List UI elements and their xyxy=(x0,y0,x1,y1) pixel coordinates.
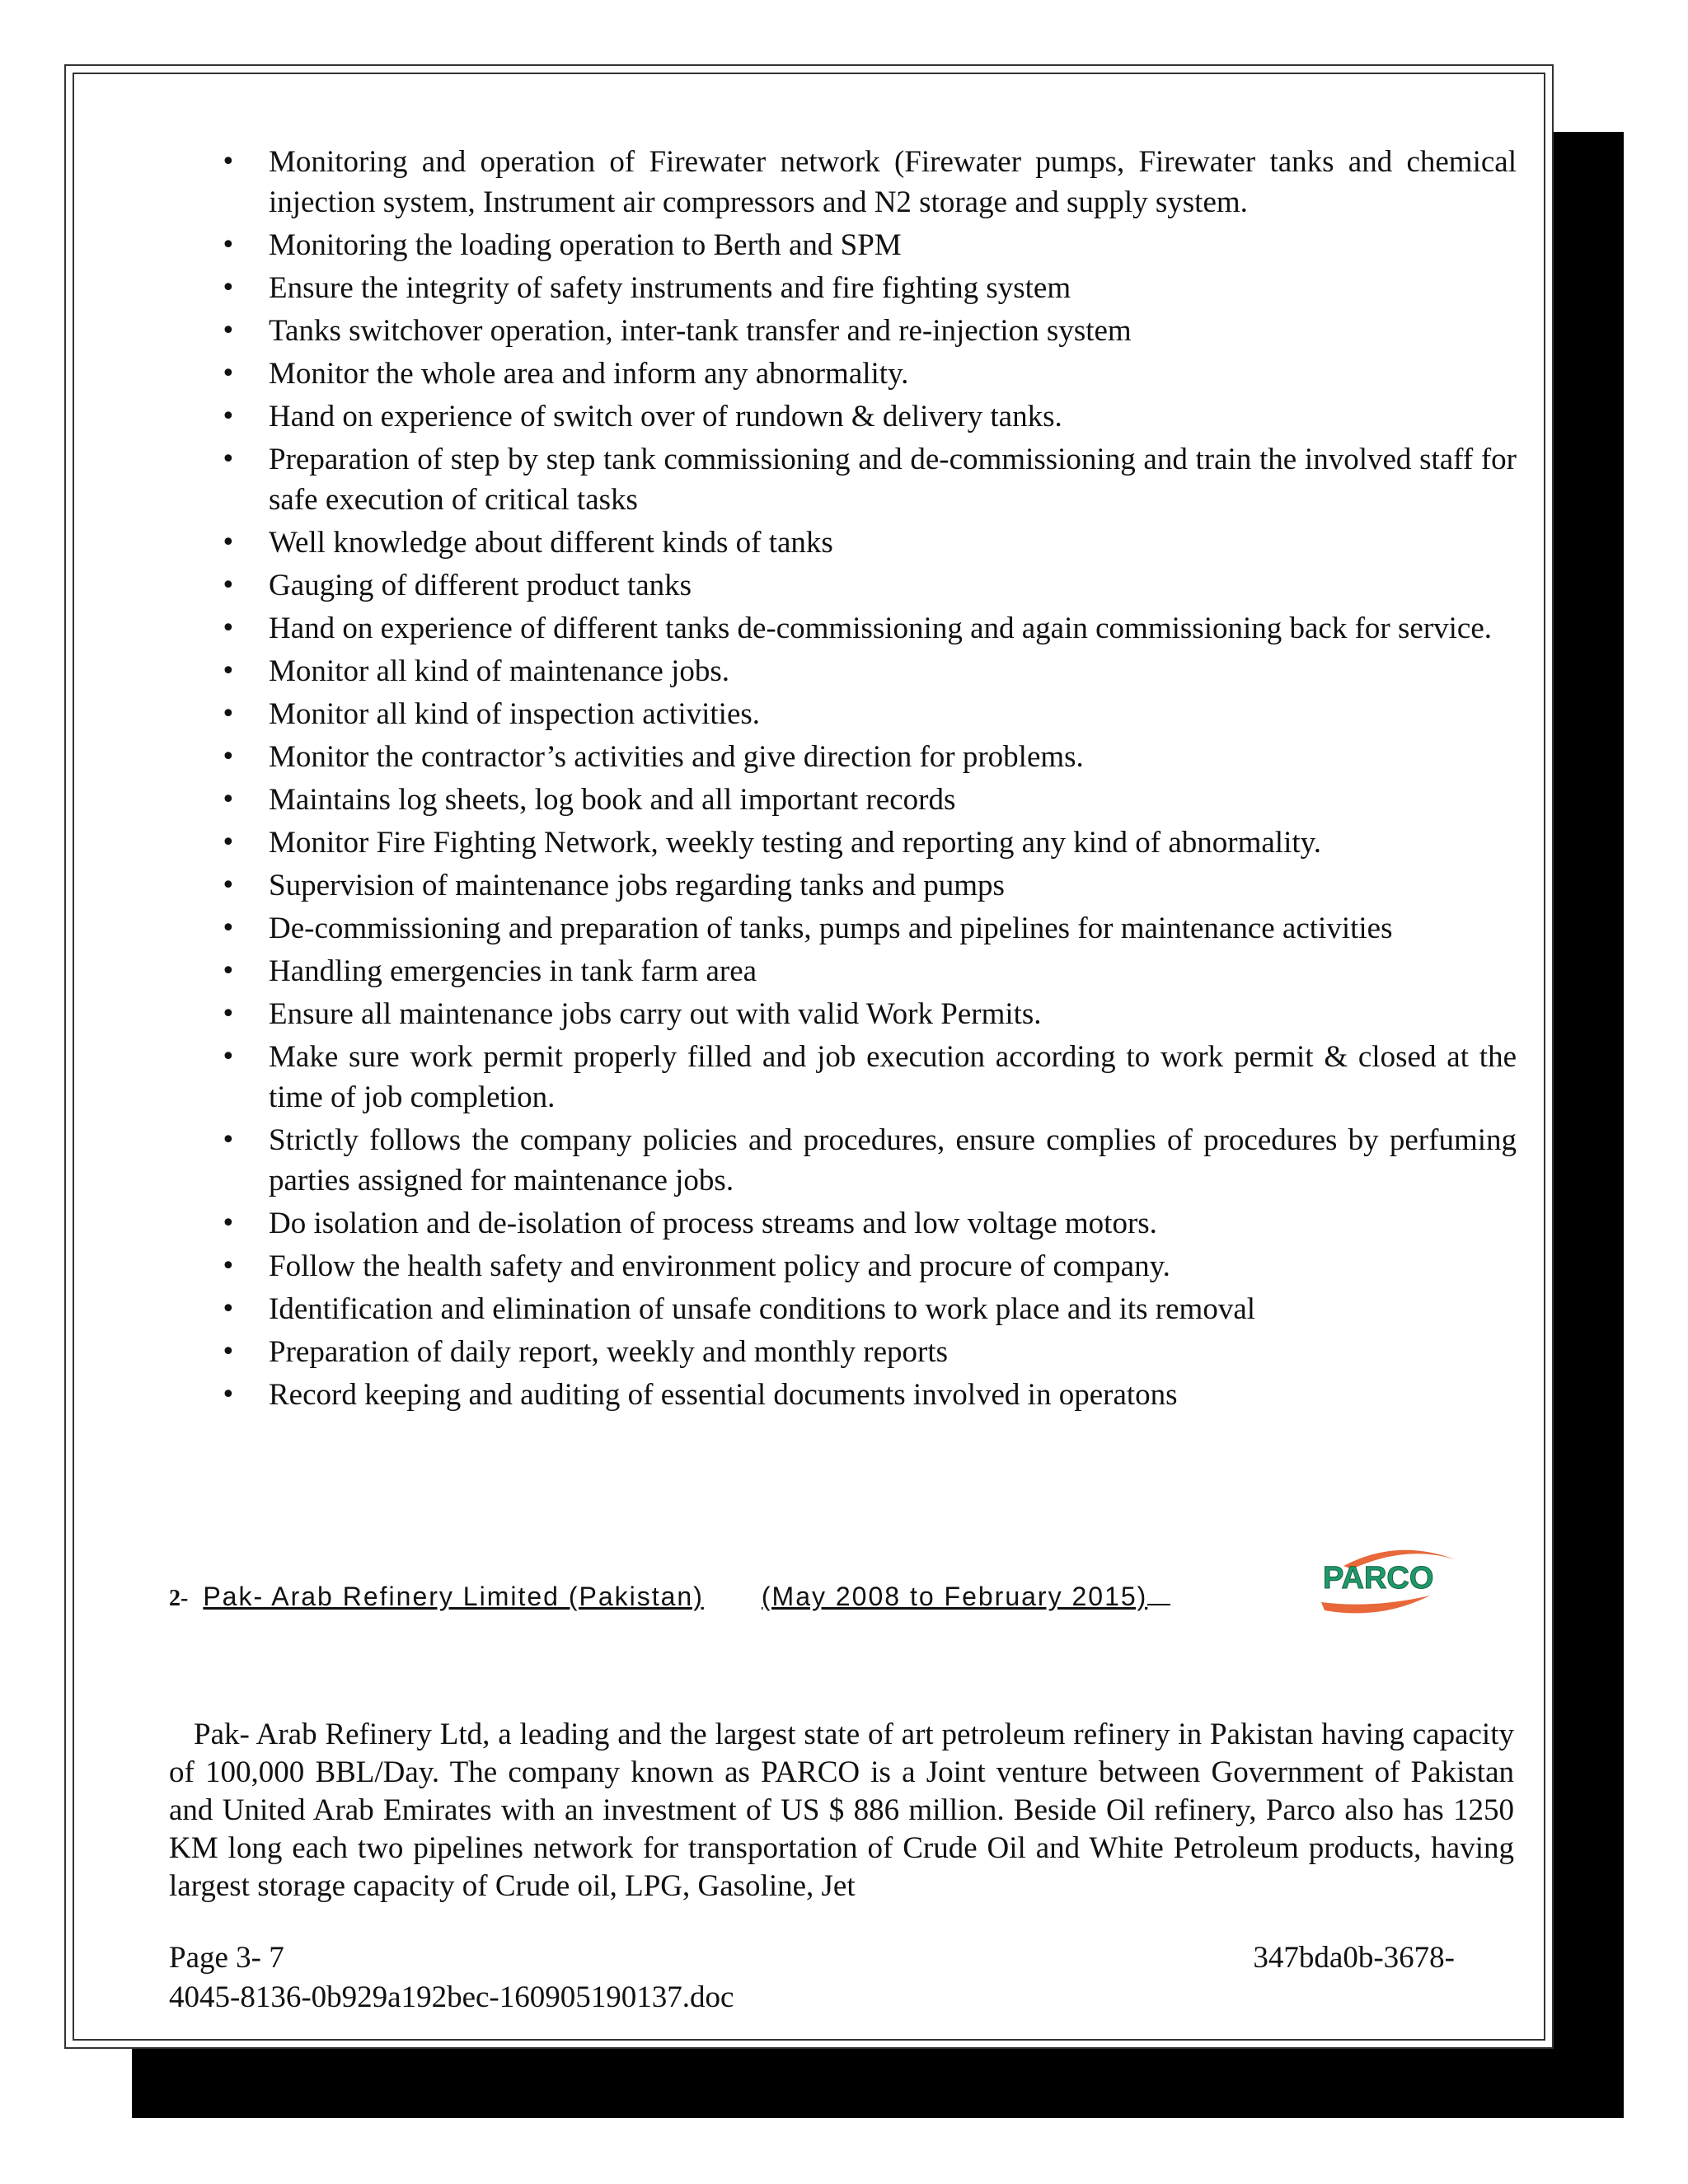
company-name: Pak- Arab Refinery Limited (Pakistan) xyxy=(203,1582,704,1611)
bullet-icon: • xyxy=(221,402,236,431)
list-item: • Preparation of daily report, weekly and monthly reports xyxy=(214,1332,1517,1372)
list-item: • Monitoring the loading operation to Berth and SPM xyxy=(214,225,1517,265)
list-item: • Handling emergencies in tank farm area xyxy=(214,951,1517,991)
page-footer xyxy=(169,1938,1455,2018)
parco-logo xyxy=(1315,1541,1496,1624)
bullet-icon: • xyxy=(221,700,236,729)
bullet-icon: • xyxy=(221,1295,236,1324)
bullet-icon: • xyxy=(221,1252,236,1281)
bullet-icon: • xyxy=(221,359,236,388)
bullet-icon: • xyxy=(221,316,236,345)
bullet-icon: • xyxy=(221,148,236,176)
list-item: • Hand on experience of switch over of rundown & delivery tanks. xyxy=(214,396,1517,437)
bullet-icon: • xyxy=(221,528,236,557)
heading-underline-trail xyxy=(1147,1581,1170,1605)
bullet-icon: • xyxy=(221,957,236,986)
doc-id-end: 4045-8136-0b929a192bec-160905190137.doc xyxy=(169,1980,734,2014)
list-item: • Follow the health safety and environment policy and procure of company. xyxy=(214,1246,1517,1286)
bullet-icon: • xyxy=(221,828,236,857)
bullet-icon: • xyxy=(221,657,236,686)
list-item: • Monitor all kind of inspection activities. xyxy=(214,694,1517,734)
bullet-icon: • xyxy=(221,1338,236,1366)
page-number: Page 3- 7 xyxy=(169,1941,284,1975)
list-item: • Gauging of different product tanks xyxy=(214,565,1517,606)
list-item: • Monitor the contractor’s activities and give direction for problems. xyxy=(214,737,1517,777)
list-item: • Record keeping and auditing of essential documents involved in operatons xyxy=(214,1375,1517,1415)
list-item: • De-commissioning and preparation of tanks, pumps and pipelines for maintenance activities xyxy=(214,908,1517,949)
list-item: • Supervision of maintenance jobs regarding tanks and pumps xyxy=(214,865,1517,906)
bullet-icon: • xyxy=(221,1000,236,1029)
list-item: • Strictly follows the company policies and procedures, ensure complies of procedures by perfuming parties assigned for maintenance jobs. xyxy=(214,1120,1517,1201)
bullet-icon: • xyxy=(221,871,236,900)
bullet-icon: • xyxy=(221,1209,236,1238)
list-item: • Do isolation and de-isolation of process streams and low voltage motors. xyxy=(214,1203,1517,1244)
list-item: • Well knowledge about different kinds of tanks xyxy=(214,523,1517,563)
list-item: • Monitor Fire Fighting Network, weekly testing and reporting any kind of abnormality. xyxy=(214,823,1517,863)
list-item: • Ensure the integrity of safety instruments and fire fighting system xyxy=(214,268,1517,308)
employment-period: (May 2008 to February 2015) xyxy=(761,1582,1148,1611)
list-item: • Make sure work permit properly filled and job execution according to work permit & closed at the time of job completion. xyxy=(214,1037,1517,1118)
bullet-icon: • xyxy=(221,1126,236,1155)
logo-wordmark: PARCO xyxy=(1323,1561,1434,1596)
bullet-icon: • xyxy=(221,1380,236,1409)
bullet-icon: • xyxy=(221,231,236,260)
bullet-icon: • xyxy=(221,743,236,771)
doc-id-start: 347bda0b-3678- xyxy=(1253,1941,1455,1975)
bullet-icon: • xyxy=(221,571,236,600)
company-description: Pak- Arab Refinery Ltd, a leading and the largest state of art petroleum refinery in Pakistan having capacity of 100,000 BBL/Day. The company known as PARCO is a Joint venture between Government of Pakistan and United Arab Emirates with an investment of US $ 886 million. Beside Oil refinery, Parco also has 1250 KM long each two pipelines network for transportation of Crude Oil and White Petroleum products, having largest storage capacity of Crude oil, LPG, Gasoline, Jet xyxy=(169,1718,1514,1903)
responsibility-list xyxy=(214,142,1517,1418)
bullet-icon: • xyxy=(221,1043,236,1071)
bullet-icon: • xyxy=(221,785,236,814)
employer-heading xyxy=(169,1581,1170,1612)
bullet-icon: • xyxy=(221,274,236,302)
bullet-icon: • xyxy=(221,914,236,943)
list-item: • Tanks switchover operation, inter-tank transfer and re-injection system xyxy=(214,311,1517,351)
list-item: • Ensure all maintenance jobs carry out with valid Work Permits. xyxy=(214,994,1517,1034)
list-item: • Identification and elimination of unsafe conditions to work place and its removal xyxy=(214,1289,1517,1329)
list-item: • Monitor all kind of maintenance jobs. xyxy=(214,651,1517,691)
list-item: • Hand on experience of different tanks de-commissioning and again commissioning back for service. xyxy=(214,608,1517,649)
list-item: • Maintains log sheets, log book and all important records xyxy=(214,780,1517,820)
section-number: 2- xyxy=(169,1586,189,1611)
list-item: • Monitoring and operation of Firewater network (Firewater pumps, Firewater tanks and chemical injection system, Instrument air compressors and N2 storage and supply system. xyxy=(214,142,1517,223)
list-item: • Preparation of step by step tank commissioning and de-commissioning and train the involved staff for safe execution of critical tasks xyxy=(214,439,1517,520)
bullet-icon: • xyxy=(221,614,236,643)
bullet-icon: • xyxy=(221,445,236,474)
list-item: • Monitor the whole area and inform any abnormality. xyxy=(214,354,1517,394)
logo-lower-swoosh xyxy=(1321,1596,1430,1613)
